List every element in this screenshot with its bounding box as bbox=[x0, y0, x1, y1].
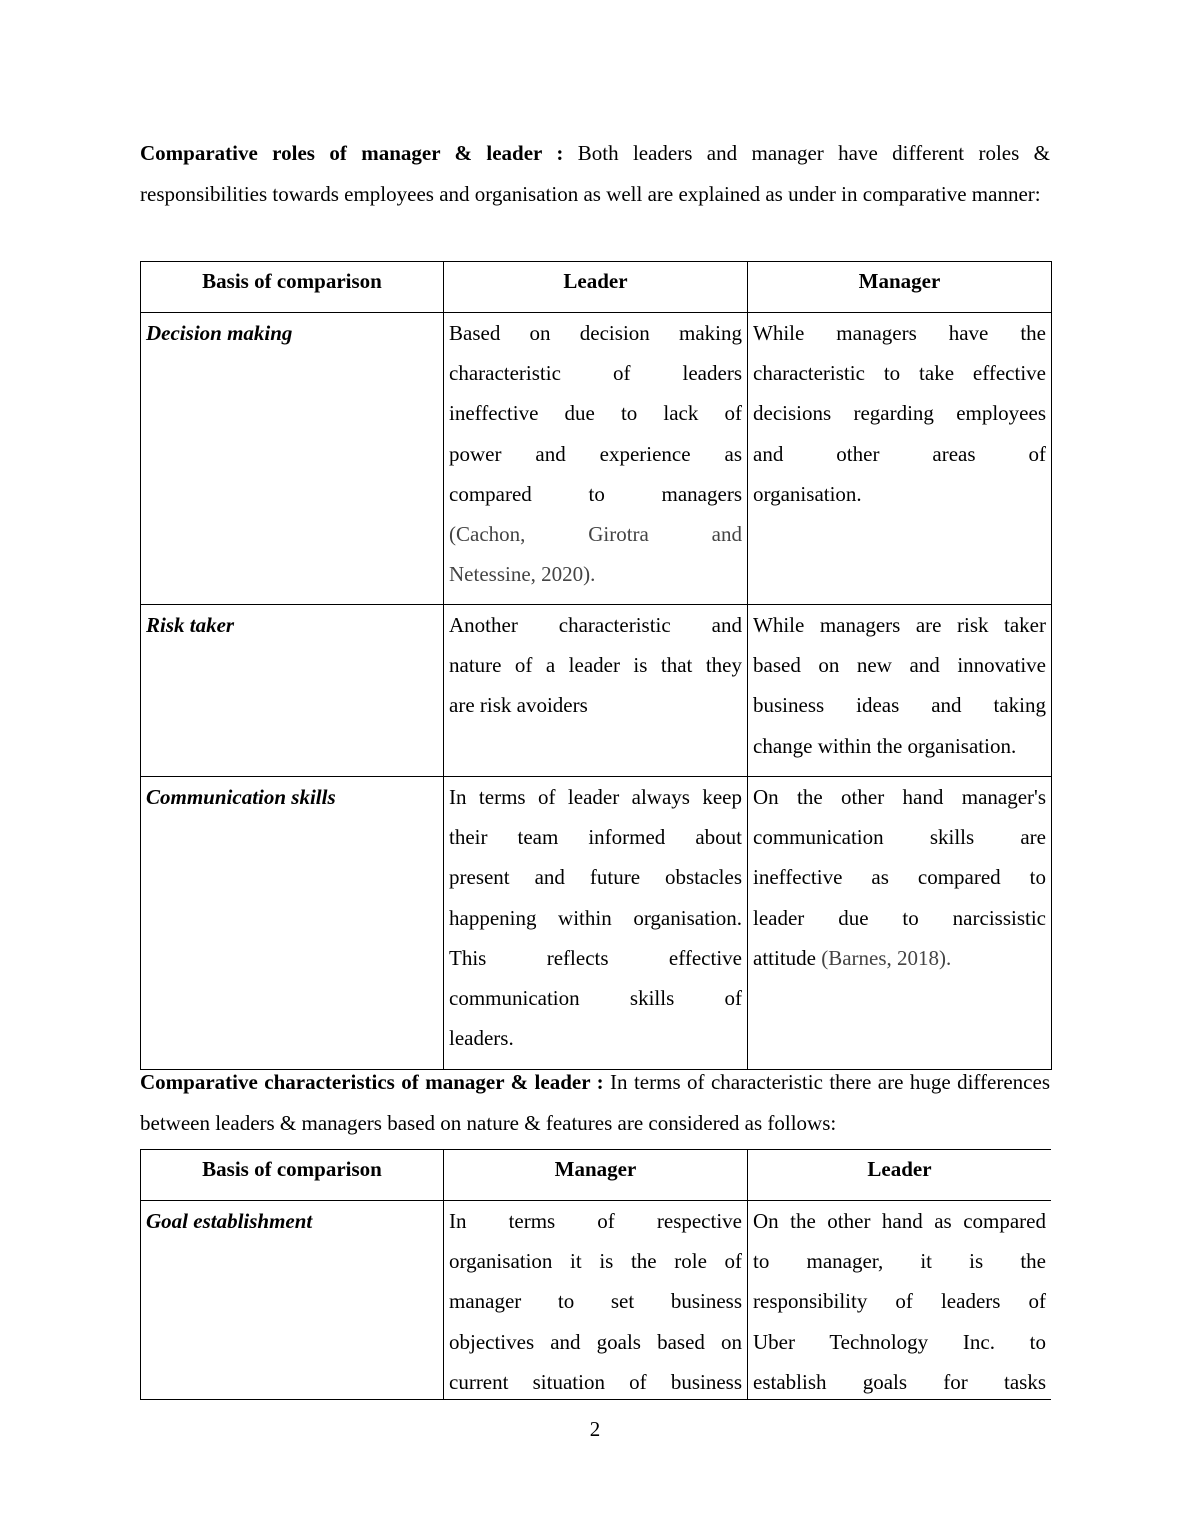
citation-line: (Cachon, Girotra and bbox=[449, 522, 742, 547]
text-line: On the other hand manager's bbox=[753, 785, 1046, 809]
text-line: communication skills of bbox=[449, 986, 742, 1011]
text-fragment: attitude bbox=[753, 945, 822, 970]
intro-text-characteristics: In terms of characteristic there are huge differences between leaders & managers based on nature & features are considered as follows: bbox=[140, 1070, 1050, 1135]
citation-text: (Barnes, 2018). bbox=[821, 945, 952, 970]
text-line: nature of a leader is that they bbox=[449, 653, 742, 678]
intro-paragraph-roles bbox=[140, 133, 1050, 214]
text-line: happening within organisation. bbox=[449, 905, 742, 930]
table-row bbox=[141, 605, 1052, 777]
characteristics-comparison-table bbox=[140, 1149, 1051, 1400]
intro-text-roles: Both leaders and manager have different roles & responsibilities towards employees and organisation as well are explained as under in comparative manner: bbox=[140, 141, 1050, 206]
text-line: characteristic to take effective bbox=[753, 361, 1046, 386]
text-line: their team informed about bbox=[449, 825, 742, 850]
text-line: decisions regarding employees bbox=[753, 401, 1046, 426]
text-line: leaders. bbox=[449, 1026, 514, 1051]
text-line: On the other hand as compared bbox=[753, 1209, 1046, 1233]
header-leader: Leader bbox=[748, 1150, 1052, 1201]
roles-comparison-table bbox=[140, 261, 1052, 1070]
intro-heading-roles: Comparative roles of manager & leader : bbox=[140, 141, 564, 165]
table-row bbox=[141, 1201, 1052, 1401]
page-number: 2 bbox=[589, 1417, 601, 1441]
text-line: While managers have the bbox=[753, 321, 1046, 345]
text-line: business ideas and taking bbox=[753, 693, 1046, 718]
text-line: This reflects effective bbox=[449, 945, 742, 970]
row-manager-cell bbox=[748, 777, 1052, 1070]
text-line: Uber Technology Inc. to bbox=[753, 1329, 1046, 1354]
text-line: establish goals for tasks bbox=[753, 1369, 1046, 1394]
table-header-row bbox=[141, 262, 1052, 313]
text-line: While managers are risk taker bbox=[753, 613, 1046, 637]
characteristics-table-viewport bbox=[140, 1149, 1051, 1400]
text-line: manager to set business bbox=[449, 1289, 742, 1314]
text-line: compared to managers bbox=[449, 481, 742, 506]
row-manager-cell bbox=[748, 313, 1052, 605]
text-line: characteristic of leaders bbox=[449, 361, 742, 386]
row-manager-cell bbox=[444, 1201, 748, 1401]
text-line: organisation. bbox=[753, 481, 862, 506]
text-line: leader due to narcissistic bbox=[753, 905, 1046, 930]
text-line: present and future obstacles bbox=[449, 865, 742, 890]
intro-heading-characteristics: Comparative characteristics of manager & leader : bbox=[140, 1070, 604, 1094]
header-manager: Manager bbox=[748, 262, 1052, 313]
header-basis: Basis of comparison bbox=[141, 1150, 444, 1201]
row-manager-cell bbox=[748, 605, 1052, 777]
header-leader: Leader bbox=[444, 262, 748, 313]
text-line: In terms of leader always keep bbox=[449, 785, 742, 809]
text-line: based on new and innovative bbox=[753, 653, 1046, 678]
text-line: to manager, it is the bbox=[753, 1249, 1046, 1274]
text-line: communication skills are bbox=[753, 825, 1046, 850]
text-line: and other areas of bbox=[753, 441, 1046, 466]
row-leader-cell bbox=[444, 313, 748, 605]
table-header-row bbox=[141, 1150, 1052, 1201]
intro-paragraph-characteristics bbox=[140, 1062, 1050, 1143]
text-line: organisation it is the role of bbox=[449, 1249, 742, 1274]
text-line: Based on decision making bbox=[449, 321, 742, 345]
text-line: are risk avoiders bbox=[449, 693, 588, 718]
text-line: ineffective as compared to bbox=[753, 865, 1046, 890]
text-line: responsibility of leaders of bbox=[753, 1289, 1046, 1314]
text-line: ineffective due to lack of bbox=[449, 401, 742, 426]
row-basis: Decision making bbox=[141, 313, 444, 605]
table-row bbox=[141, 777, 1052, 1070]
header-basis: Basis of comparison bbox=[141, 262, 444, 313]
table-row bbox=[141, 313, 1052, 605]
header-manager: Manager bbox=[444, 1150, 748, 1201]
row-basis: Goal establishment bbox=[141, 1201, 444, 1401]
row-basis: Risk taker bbox=[141, 605, 444, 777]
row-basis: Communication skills bbox=[141, 777, 444, 1070]
row-leader-cell bbox=[748, 1201, 1052, 1401]
text-line: change within the organisation. bbox=[753, 733, 1017, 758]
row-leader-cell bbox=[444, 605, 748, 777]
text-line: In terms of respective bbox=[449, 1209, 742, 1233]
text-line bbox=[753, 938, 1046, 978]
text-line: power and experience as bbox=[449, 441, 742, 466]
text-line: Another characteristic and bbox=[449, 613, 742, 637]
row-leader-cell bbox=[444, 777, 748, 1070]
text-line: current situation of business bbox=[449, 1369, 742, 1394]
text-line: objectives and goals based on bbox=[449, 1329, 742, 1354]
citation-line: Netessine, 2020). bbox=[449, 562, 596, 587]
